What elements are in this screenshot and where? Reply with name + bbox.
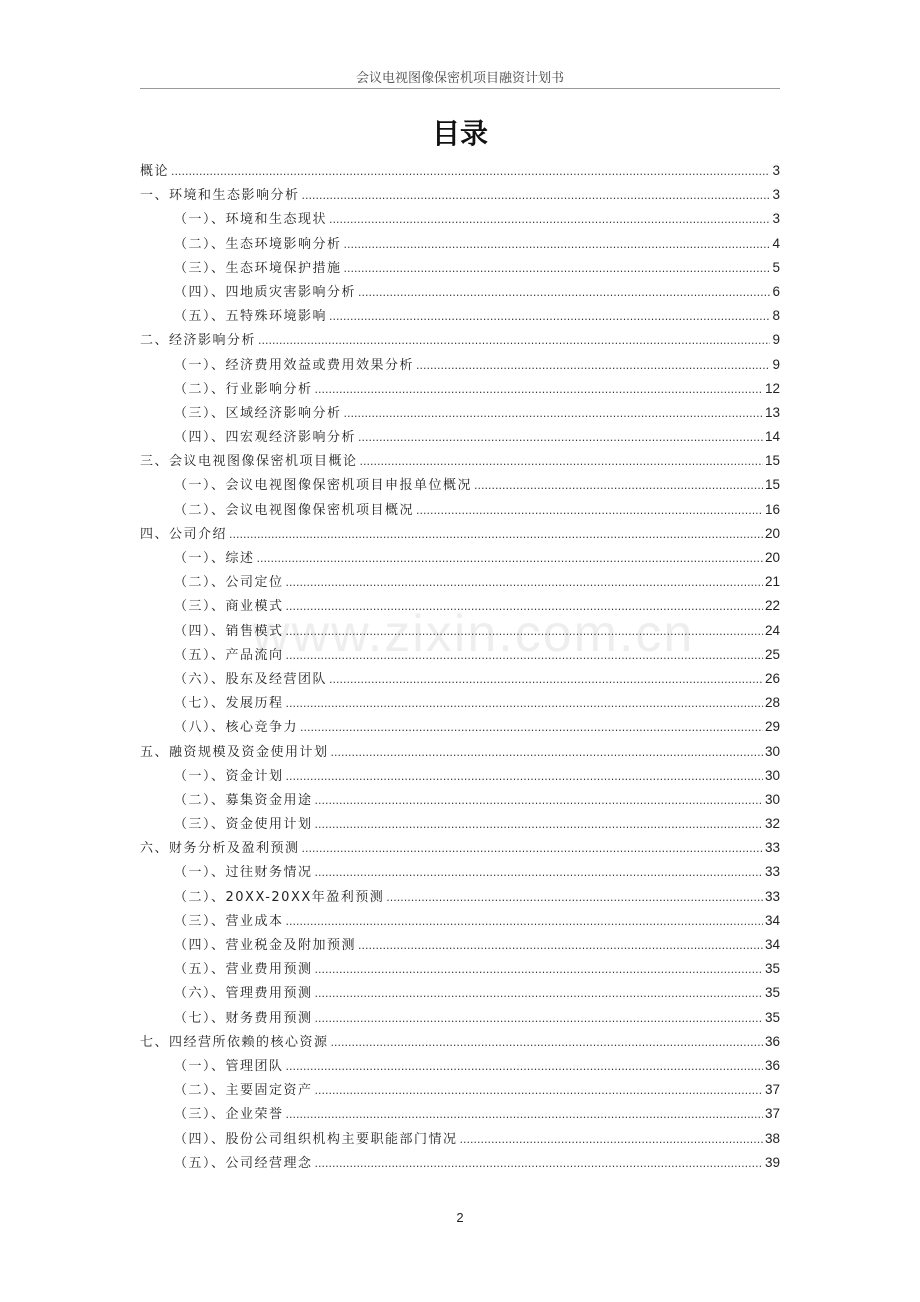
toc-entry-label: （五）、公司经营理念 [174, 1155, 313, 1171]
toc-entry-label: （三）、资金使用计划 [174, 817, 313, 833]
toc-entry-page: 9 [772, 356, 780, 372]
toc-entry-label: 三、会议电视图像保密机项目概论 [140, 454, 358, 470]
toc-leader-dots [257, 552, 763, 565]
toc-entry[interactable] [140, 668, 780, 692]
toc-entry-label: （二）、募集资金用途 [174, 792, 313, 808]
toc-leader-dots [315, 383, 763, 396]
toc-entry-label: （二）、行业影响分析 [174, 381, 313, 397]
toc-entry-label: （三）、商业模式 [174, 599, 284, 615]
toc-entry-label: （一）、管理团队 [174, 1058, 284, 1074]
toc-entry[interactable] [140, 692, 780, 716]
toc-entry-page: 25 [764, 646, 780, 662]
toc-entry-label: 概论 [140, 164, 170, 179]
toc-leader-dots [331, 746, 763, 759]
toc-entry[interactable] [140, 1079, 780, 1103]
toc-entry-page: 4 [772, 235, 780, 251]
toc-entry[interactable] [140, 523, 780, 547]
toc-entry[interactable] [140, 644, 780, 668]
toc-entry-page: 37 [764, 1082, 780, 1098]
toc-entry[interactable] [140, 474, 780, 498]
toc-leader-dots [315, 1157, 763, 1170]
toc-entry-label: （二）、20XX-20XX年盈利预测 [174, 889, 385, 905]
toc-entry[interactable] [140, 402, 780, 426]
toc-entry-label: （三）、营业成本 [174, 913, 284, 929]
toc-entry-label: （五）、五特殊环境影响 [174, 309, 328, 325]
toc-leader-dots [386, 891, 763, 904]
toc-entry-label: 四、公司介绍 [140, 526, 228, 542]
toc-leader-dots [171, 165, 770, 178]
toc-entry-label: （一）、会议电视图像保密机项目申报单位概况 [174, 478, 473, 494]
toc-entry[interactable] [140, 595, 780, 619]
toc-entry-label: （八）、核心竞争力 [174, 720, 299, 736]
toc-entry-label: （七）、发展历程 [174, 696, 284, 712]
toc-entry-label: （四）、四宏观经济影响分析 [174, 430, 357, 446]
toc-entry[interactable] [140, 571, 780, 595]
toc-leader-dots [300, 721, 763, 734]
toc-leader-dots [229, 528, 763, 541]
toc-entry-label: 六、财务分析及盈利预测 [140, 841, 300, 857]
toc-leader-dots [344, 262, 771, 275]
toc-entry-page: 14 [764, 429, 780, 445]
toc-leader-dots [315, 866, 763, 879]
toc-leader-dots [474, 479, 763, 492]
toc-entry[interactable] [140, 1152, 780, 1176]
toc-entry-label: （七）、财务费用预测 [174, 1010, 313, 1026]
toc-entry-page: 13 [764, 404, 780, 420]
page-number: 2 [456, 1210, 464, 1225]
toc-entry-label: （五）、营业费用预测 [174, 962, 313, 978]
toc-leader-dots [329, 673, 763, 686]
toc-entry-label: （四）、营业税金及附加预测 [174, 938, 357, 953]
toc-entry[interactable] [140, 765, 780, 789]
toc-entry[interactable] [140, 257, 780, 281]
toc-entry[interactable] [140, 716, 780, 740]
toc-entry-page: 36 [764, 1033, 780, 1049]
toc-entry[interactable] [140, 354, 780, 378]
toc-entry-page: 35 [764, 985, 780, 1001]
watermark: www.zixin.com.cn [252, 605, 695, 663]
toc-entry-label: （五）、产品流向 [174, 647, 284, 663]
toc-entry[interactable] [140, 1103, 780, 1127]
toc-entry-page: 3 [772, 187, 780, 203]
toc-leader-dots [416, 359, 770, 372]
toc-entry-label: （三）、企业荣誉 [174, 1107, 284, 1123]
toc-leader-dots [286, 770, 763, 783]
toc-entry[interactable] [140, 499, 780, 523]
toc-entry-page: 38 [764, 1130, 780, 1146]
toc-entry-label: （四）、销售模式 [174, 623, 284, 639]
toc-entry[interactable] [140, 1007, 780, 1031]
toc-entry-label: 一、环境和生态影响分析 [140, 188, 300, 204]
toc-leader-dots [302, 189, 771, 202]
table-of-contents [140, 160, 780, 1176]
toc-leader-dots [358, 286, 770, 299]
toc-entry-page: 22 [764, 598, 780, 614]
toc-entry[interactable] [140, 886, 780, 910]
toc-entry-page: 12 [764, 380, 780, 396]
toc-entry-page: 39 [764, 1154, 780, 1170]
toc-entry[interactable] [140, 741, 780, 765]
toc-entry[interactable] [140, 208, 780, 232]
toc-entry-page: 26 [764, 670, 780, 686]
toc-leader-dots [358, 431, 763, 444]
toc-leader-dots [286, 600, 763, 613]
toc-entry[interactable] [140, 1055, 780, 1079]
toc-entry[interactable] [140, 233, 780, 257]
toc-leader-dots [286, 697, 763, 710]
toc-entry-page: 9 [772, 332, 780, 348]
toc-leader-dots [315, 987, 763, 1000]
toc-entry-page: 33 [764, 888, 780, 904]
toc-leader-dots [416, 504, 763, 517]
toc-leader-dots [286, 915, 763, 928]
toc-entry-label: （二）、生态环境影响分析 [174, 236, 342, 252]
toc-entry-page: 28 [764, 695, 780, 711]
toc-entry[interactable] [140, 789, 780, 813]
toc-leader-dots [344, 407, 763, 420]
toc-leader-dots [286, 625, 763, 638]
toc-leader-dots [315, 1084, 763, 1097]
toc-leader-dots [329, 213, 770, 226]
toc-entry-label: （一）、资金计划 [174, 768, 284, 784]
toc-leader-dots [315, 963, 763, 976]
toc-leader-dots [315, 818, 763, 831]
toc-entry[interactable] [140, 1031, 780, 1055]
toc-entry-page: 36 [764, 1057, 780, 1073]
toc-entry[interactable] [140, 450, 780, 474]
toc-entry-page: 33 [764, 840, 780, 856]
toc-leader-dots [286, 1108, 763, 1121]
toc-entry[interactable] [140, 861, 780, 885]
toc-entry[interactable] [140, 958, 780, 982]
toc-entry-page: 35 [764, 1009, 780, 1025]
toc-entry[interactable] [140, 378, 780, 402]
toc-entry-label: （三）、区域经济影响分析 [174, 405, 342, 421]
toc-entry-label: （四）、四地质灾害影响分析 [174, 284, 357, 300]
toc-leader-dots [286, 649, 763, 662]
header-rule [140, 88, 780, 89]
toc-leader-dots [358, 939, 763, 952]
toc-entry[interactable] [140, 160, 780, 184]
toc-entry-page: 8 [772, 308, 780, 324]
toc-entry-page: 34 [764, 912, 780, 928]
toc-leader-dots [286, 576, 763, 589]
toc-entry-page: 30 [764, 743, 780, 759]
toc-entry-page: 3 [772, 163, 780, 178]
toc-entry-page: 15 [764, 477, 780, 493]
toc-entry[interactable] [140, 329, 780, 353]
toc-entry-label: 二、经济影响分析 [140, 333, 257, 349]
toc-entry[interactable] [140, 982, 780, 1006]
toc-entry-label: （一）、经济费用效益或费用效果分析 [174, 357, 415, 373]
toc-entry-page: 24 [764, 622, 780, 638]
toc-entry-label: （二）、公司定位 [174, 575, 284, 591]
toc-entry-page: 30 [764, 767, 780, 783]
toc-entry-page: 3 [772, 211, 780, 227]
toc-leader-dots [460, 1133, 763, 1146]
toc-entry[interactable] [140, 184, 780, 208]
toc-leader-dots [344, 238, 771, 251]
toc-leader-dots [331, 1036, 763, 1049]
toc-title: 目录 [431, 117, 488, 150]
toc-entry-label: （二）、主要固定资产 [174, 1083, 313, 1099]
toc-leader-dots [258, 334, 770, 347]
toc-entry[interactable] [140, 910, 780, 934]
toc-entry[interactable] [140, 547, 780, 571]
toc-entry-label: （一）、综述 [174, 551, 255, 566]
toc-leader-dots [286, 1060, 763, 1073]
toc-entry[interactable] [140, 620, 780, 644]
toc-leader-dots [360, 455, 763, 468]
toc-entry-page: 34 [764, 937, 780, 952]
toc-entry-label: （六）、管理费用预测 [174, 986, 313, 1002]
toc-leader-dots [302, 842, 763, 855]
toc-entry-label: 五、融资规模及资金使用计划 [140, 744, 329, 760]
toc-leader-dots [329, 310, 770, 323]
toc-entry-label: （二）、会议电视图像保密机项目概况 [174, 502, 415, 518]
toc-entry-page: 15 [764, 453, 780, 469]
toc-entry-label: （六）、股东及经营团队 [174, 671, 328, 687]
running-header: 会议电视图像保密机项目融资计划书 [355, 71, 564, 86]
toc-entry-page: 5 [772, 259, 780, 275]
toc-entry-page: 16 [764, 501, 780, 517]
toc-entry-page: 20 [764, 525, 780, 541]
toc-entry-label: 七、四经营所依赖的核心资源 [140, 1034, 329, 1050]
toc-entry[interactable] [140, 934, 780, 958]
toc-entry-page: 6 [772, 283, 780, 299]
toc-entry-page: 20 [764, 550, 780, 565]
toc-entry[interactable] [140, 281, 780, 305]
toc-entry-page: 30 [764, 791, 780, 807]
toc-entry-label: （一）、环境和生态现状 [174, 212, 328, 228]
toc-entry-page: 37 [764, 1106, 780, 1122]
toc-entry[interactable] [140, 305, 780, 329]
toc-entry[interactable] [140, 426, 780, 450]
toc-entry[interactable] [140, 1128, 780, 1152]
toc-entry-label: （四）、股份公司组织机构主要职能部门情况 [174, 1131, 458, 1147]
toc-entry[interactable] [140, 813, 780, 837]
toc-entry-page: 29 [764, 719, 780, 735]
toc-entry-page: 33 [764, 864, 780, 880]
toc-leader-dots [315, 1012, 763, 1025]
toc-entry[interactable] [140, 837, 780, 861]
toc-entry-page: 35 [764, 961, 780, 977]
toc-entry-page: 21 [764, 574, 780, 590]
toc-leader-dots [315, 794, 763, 807]
toc-entry-label: （一）、过往财务情况 [174, 865, 313, 881]
toc-entry-label: （三）、生态环境保护措施 [174, 260, 342, 276]
toc-entry-page: 32 [764, 816, 780, 832]
